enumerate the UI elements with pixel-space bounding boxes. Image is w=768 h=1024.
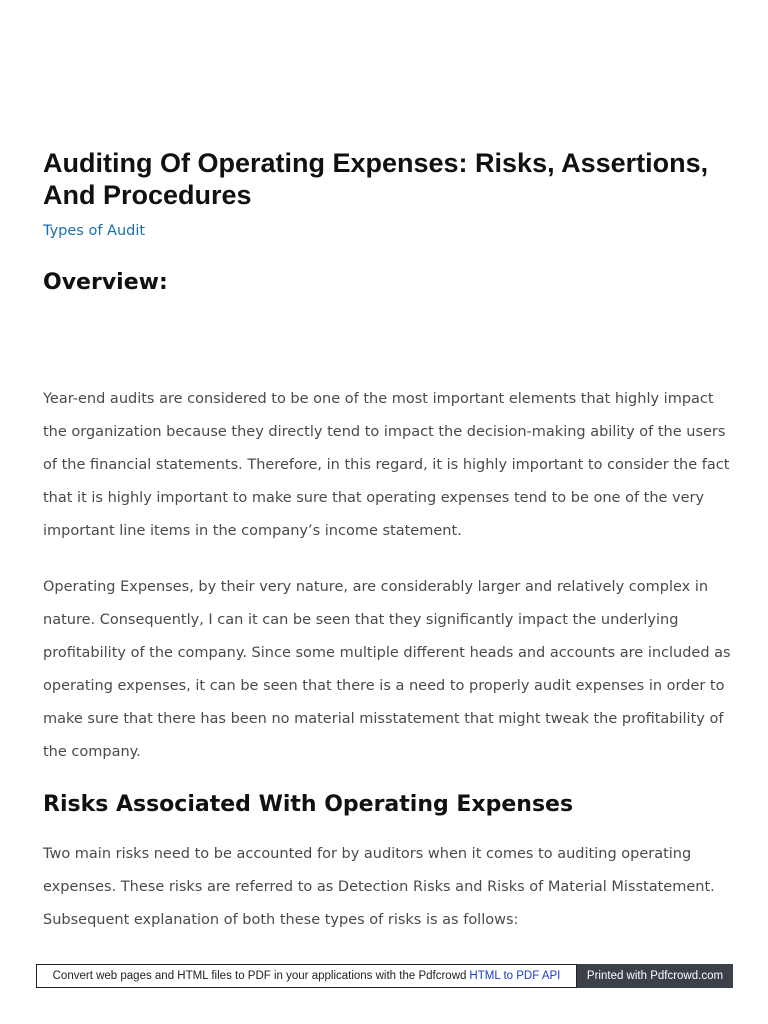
printed-with-text: Printed with Pdfcrowd.com <box>586 970 724 982</box>
pdf-footer-banner <box>36 964 733 988</box>
html-to-pdf-api-link[interactable]: HTML to PDF API <box>469 970 561 982</box>
convert-notice-text: Convert web pages and HTML files to PDF in your applications with the Pdfcrowd <box>52 970 467 982</box>
risks-paragraph-1: Two main risks need to be accounted for by auditors when it comes to auditing operating expenses. These risks are referred to as Detection Risks and Risks of Material Misstatement. Subsequent explanation of both these types of risks is as follows: <box>43 846 715 928</box>
section-heading-overview: Overview: <box>43 270 168 295</box>
convert-notice <box>36 964 577 988</box>
overview-paragraph-1: Year-end audits are considered to be one of the most important elements that highly impact the organization because they directly tend to impact the decision-making ability of the users of the financial statements. Therefore, in this regard, it is highly important to consider the fact that it is highly important to make sure that operating expenses tend to be one of the very important line items in the company’s income statement. <box>43 391 730 539</box>
category-link[interactable]: Types of Audit <box>43 223 146 239</box>
article-title: Auditing Of Operating Expenses: Risks, Assertions, And Procedures <box>43 148 709 210</box>
section-heading-risks: Risks Associated With Operating Expenses <box>43 792 574 817</box>
printed-with-pdfcrowd-badge[interactable] <box>577 964 733 988</box>
overview-paragraph-2: Operating Expenses, by their very nature, are considerably larger and relatively complex in nature. Consequently, I can it can be seen that they significantly impact the underlying profitability of the company. Since some multiple different heads and accounts are included as operating expenses, it can be seen that there is a need to properly audit expenses in order to make sure that there has been no material misstatement that might tweak the profitability of the company. <box>43 579 731 760</box>
